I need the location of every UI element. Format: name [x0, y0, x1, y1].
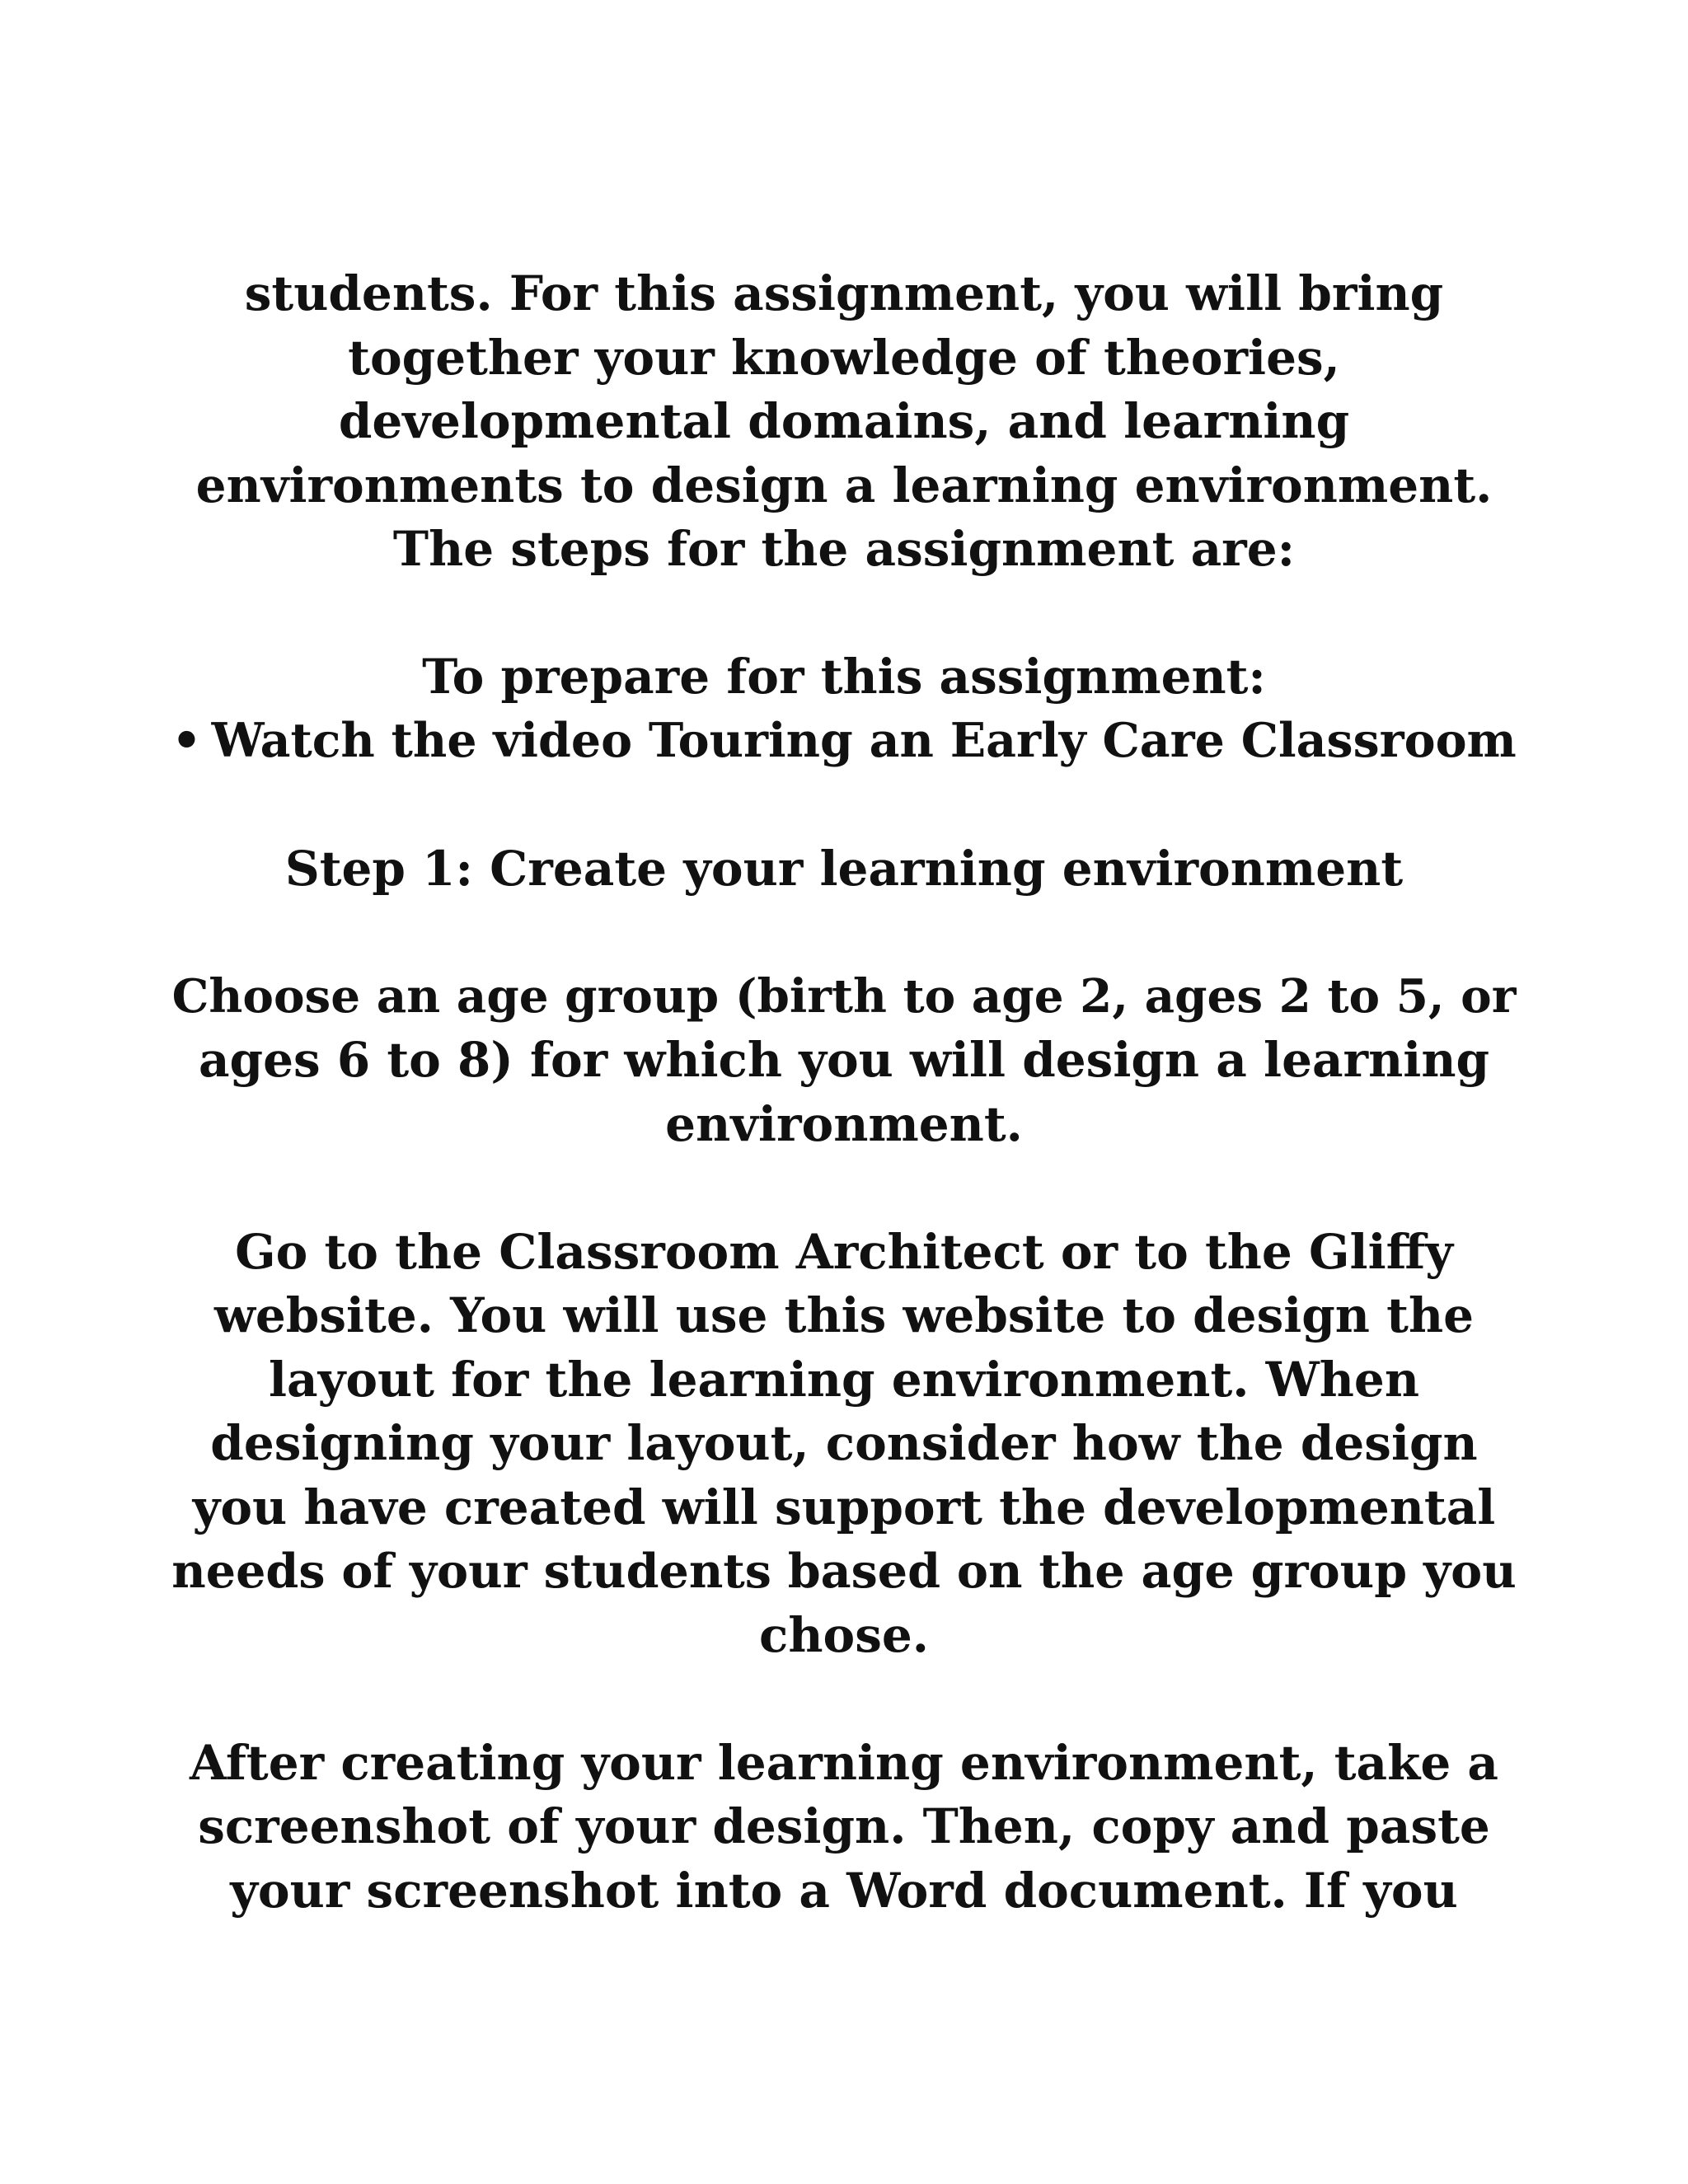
text-line: students. For this assignment, you will bring: [244, 265, 1444, 321]
paragraph-website: [165, 1221, 1523, 1668]
paragraph-intro: [165, 262, 1523, 582]
text-line: you have created will support the developmental: [192, 1479, 1496, 1535]
text-line: your screenshot into a Word document. If you: [230, 1862, 1458, 1919]
text-line: designing your layout, consider how the design: [210, 1415, 1478, 1471]
text-line: chose.: [759, 1606, 929, 1663]
text-line: The steps for the assignment are:: [392, 521, 1296, 577]
bullet-icon: •: [171, 713, 202, 768]
paragraph-screenshot: [165, 1732, 1523, 1924]
text-line: layout for the learning environment. When: [269, 1351, 1419, 1408]
text-line: environments to design a learning environment.: [195, 457, 1493, 513]
bullet-text: Watch the video Touring an Early Care Classroom: [211, 713, 1517, 768]
text-line: Go to the Classroom Architect or to the Gliffy: [235, 1223, 1453, 1280]
text-line: ages 6 to 8) for which you will design a learning: [198, 1032, 1490, 1088]
paragraph-age-group: [165, 965, 1523, 1157]
text-line: environment.: [665, 1095, 1023, 1152]
text-line: together your knowledge of theories,: [348, 329, 1340, 386]
text-line: website. You will use this website to design the: [213, 1287, 1475, 1343]
document-body: [165, 262, 1523, 1923]
step-heading: Step 1: Create your learning environment: [284, 840, 1404, 897]
paragraph-step1: [165, 837, 1523, 902]
text-line: developmental domains, and learning: [338, 393, 1350, 449]
bullet-item: [165, 710, 1523, 774]
text-line: Choose an age group (birth to age 2, ages 2 to 5, or: [171, 968, 1517, 1024]
text-line: needs of your students based on the age group you: [171, 1544, 1517, 1599]
paragraph-prepare: [165, 645, 1523, 773]
text-line: To prepare for this assignment:: [422, 649, 1266, 705]
text-line: screenshot of your design. Then, copy and paste: [198, 1798, 1490, 1854]
text-line: After creating your learning environment, take a: [189, 1734, 1499, 1791]
